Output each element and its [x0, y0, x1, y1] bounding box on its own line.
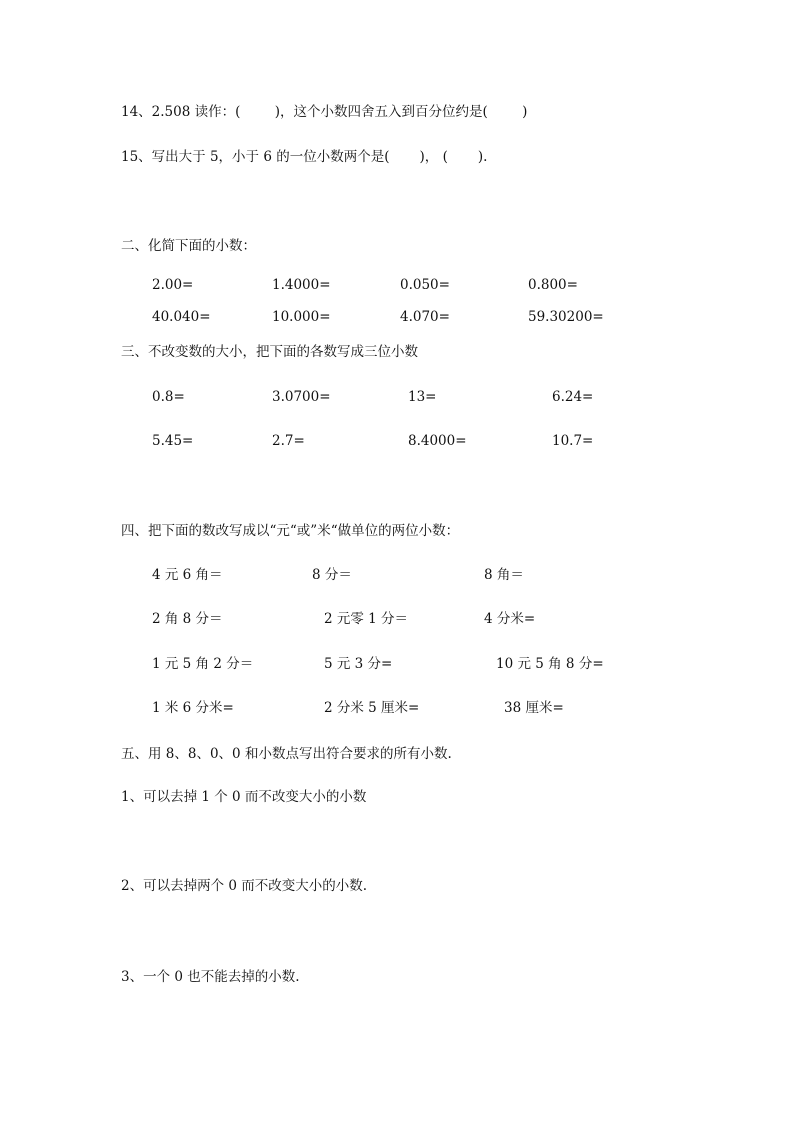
three-decimal-item: 10.7=: [552, 433, 594, 449]
question-15: 15、写出大于 5，小于 6 的一位小数两个是( )， ( ).: [121, 149, 488, 165]
unit-conversion-item: 5 元 3 分=: [324, 656, 393, 672]
simplify-item: 59.30200=: [528, 309, 604, 325]
unit-conversion-item: 8 分＝: [312, 567, 352, 583]
three-decimal-item: 13=: [408, 389, 437, 405]
unit-conversion-item: 2 分米 5 厘米=: [324, 700, 420, 716]
section-4-title: 四、把下面的数改写成以“元“或”米“做单位的两位小数：: [121, 523, 460, 539]
section-2-title: 二、化简下面的小数：: [121, 238, 256, 254]
three-decimal-item: 5.45=: [152, 433, 194, 449]
three-decimal-item: 3.0700=: [272, 389, 331, 405]
simplify-item: 4.070=: [400, 309, 450, 325]
unit-conversion-item: 1 米 6 分米=: [152, 700, 234, 716]
three-decimal-item: 0.8=: [152, 389, 185, 405]
unit-conversion-item: 2 角 8 分＝: [152, 611, 223, 627]
section-5-sub-3: 3、一个 0 也不能去掉的小数.: [121, 969, 300, 985]
question-14: 14、2.508 读作：( )，这个小数四舍五入到百分位约是( ): [121, 104, 528, 120]
simplify-item: 2.00=: [152, 277, 194, 293]
three-decimal-item: 6.24=: [552, 389, 594, 405]
simplify-item: 40.040=: [152, 309, 211, 325]
section-5-title: 五、用 8、8、0、0 和小数点写出符合要求的所有小数.: [121, 746, 452, 762]
simplify-item: 0.050=: [400, 277, 450, 293]
unit-conversion-item: 10 元 5 角 8 分=: [496, 656, 604, 672]
section-5-sub-1: 1、可以去掉 1 个 0 而不改变大小的小数: [121, 789, 367, 805]
simplify-item: 10.000=: [272, 309, 331, 325]
unit-conversion-item: 4 元 6 角＝: [152, 567, 223, 583]
section-5-sub-2: 2、可以去掉两个 0 而不改变大小的小数.: [121, 878, 368, 894]
simplify-item: 1.4000=: [272, 277, 331, 293]
three-decimal-item: 8.4000=: [408, 433, 467, 449]
unit-conversion-item: 8 角＝: [484, 567, 524, 583]
unit-conversion-item: 1 元 5 角 2 分＝: [152, 656, 254, 672]
unit-conversion-item: 4 分米=: [484, 611, 536, 627]
three-decimal-item: 2.7=: [272, 433, 305, 449]
section-3-title: 三、不改变数的大小，把下面的各数写成三位小数: [121, 344, 418, 360]
simplify-item: 0.800=: [528, 277, 578, 293]
unit-conversion-item: 2 元零 1 分＝: [324, 611, 409, 627]
unit-conversion-item: 38 厘米=: [504, 700, 564, 716]
